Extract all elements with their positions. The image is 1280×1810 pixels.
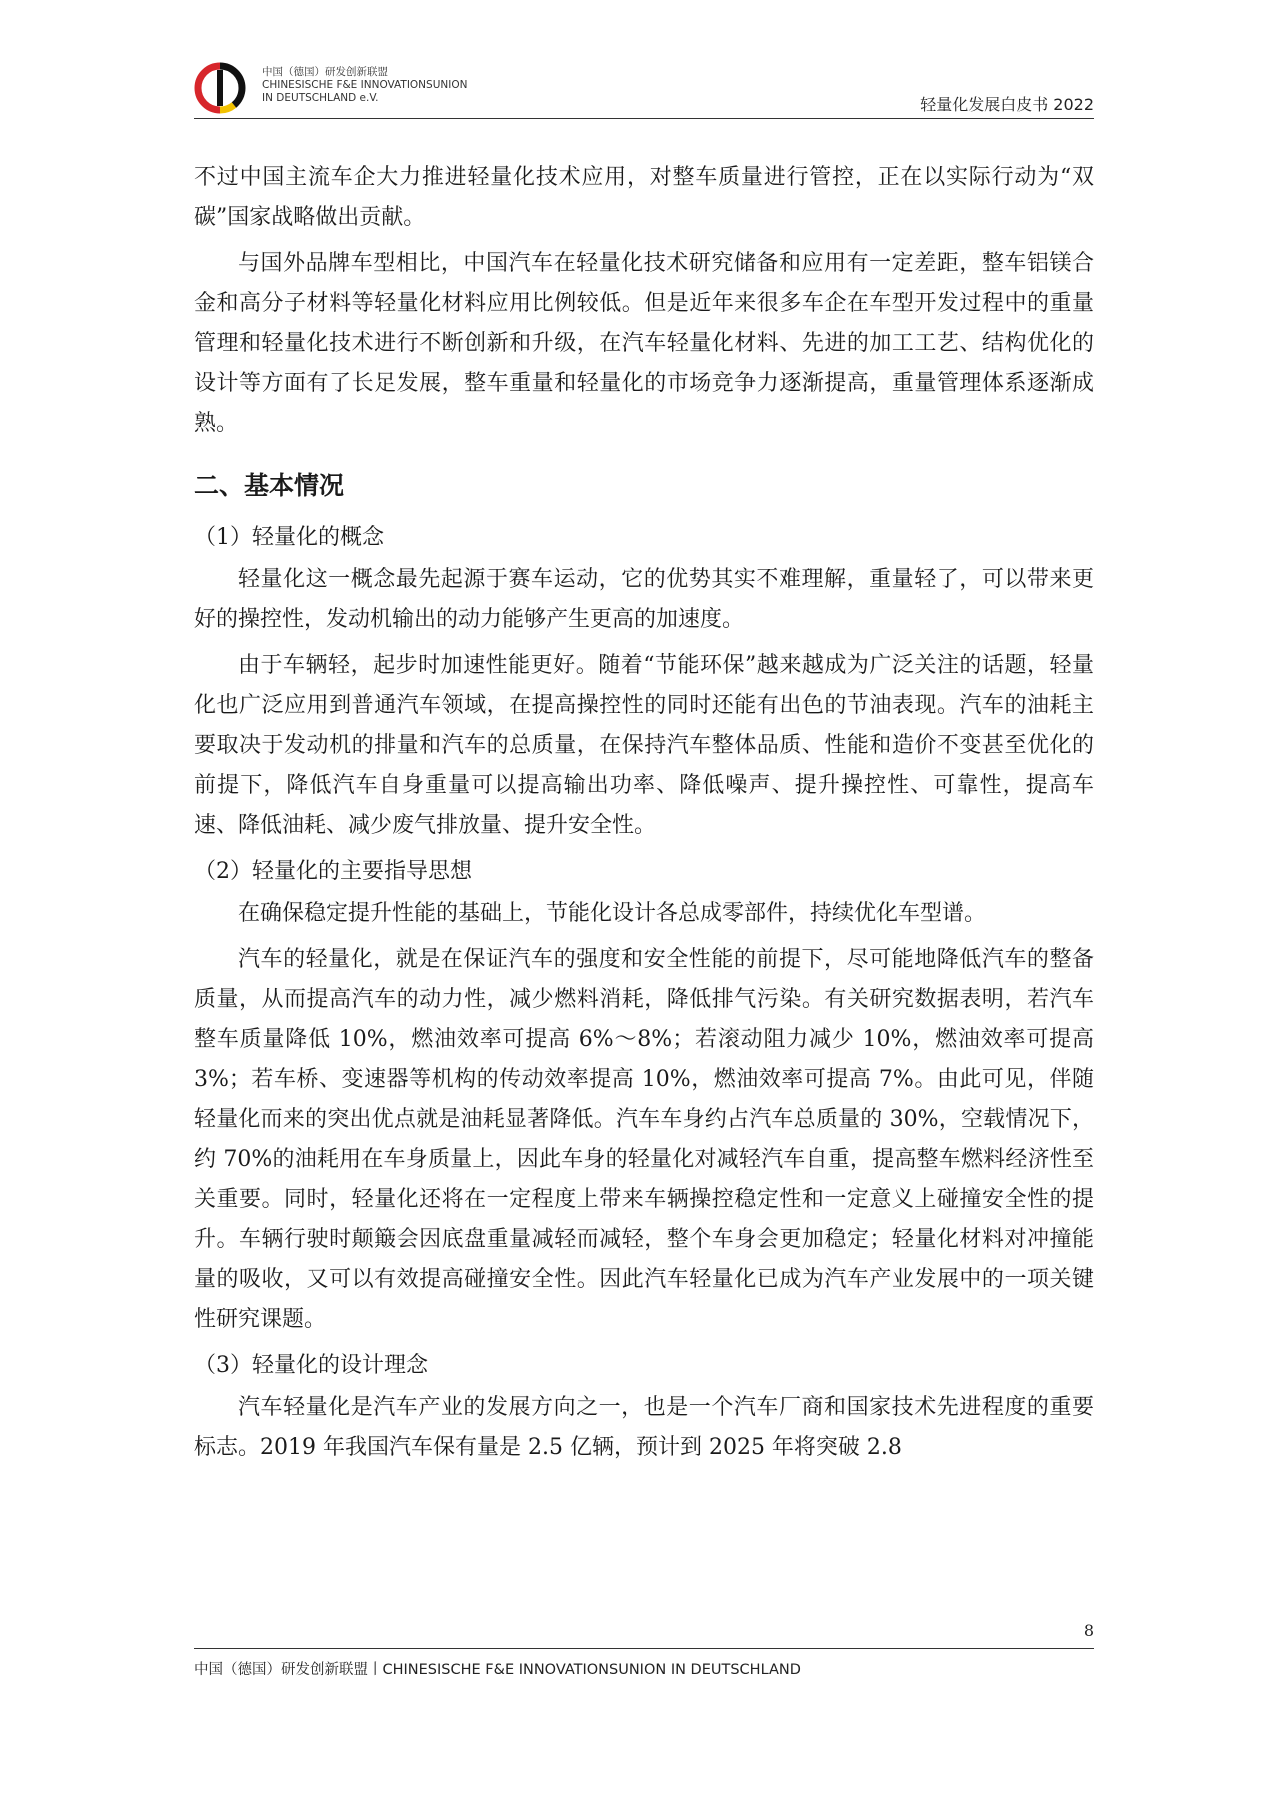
page-body	[194, 158, 1094, 1474]
page-footer: 中国（德国）研发创新联盟丨CHINESISCHE F&E INNOVATIONSUNION IN DEUTSCHLAND	[194, 1662, 801, 1678]
logo-line-cn: 中国（德国）研发创新联盟	[262, 66, 388, 78]
logo-line-de2: IN DEUTSCHLAND e.V.	[262, 92, 379, 104]
paragraph: 轻量化这一概念最先起源于赛车运动，它的优势其实不难理解，重量轻了，可以带来更好的操控性，发动机输出的动力能够产生更高的加速度。	[194, 567, 1094, 632]
subheading: （1）轻量化的概念	[194, 525, 384, 550]
page-header	[194, 54, 1094, 120]
paragraph: 汽车轻量化是汽车产业的发展方向之一，也是一个汽车厂商和国家技术先进程度的重要标志。2019 年我国汽车保有量是 2.5 亿辆，预计到 2025 年将突破 2.8	[194, 1395, 1094, 1460]
section-heading: 二、基本情况	[194, 471, 345, 500]
document-title: 轻量化发展白皮书 2022	[920, 95, 1094, 114]
header-divider	[194, 118, 1094, 119]
paragraph: 与国外品牌车型相比，中国汽车在轻量化技术研究储备和应用有一定差距，整车铝镁合金和高分子材料等轻量化材料应用比例较低。但是近年来很多车企在车型开发过程中的重量管理和轻量化技术进行不断创新和升级，在汽车轻量化材料、先进的加工工艺、结构优化的设计等方面有了长足发展，整车重量和轻量化的市场竞争力逐渐提高，重量管理体系逐渐成熟。	[194, 251, 1094, 436]
footer-divider	[194, 1648, 1094, 1649]
logo-text	[262, 66, 467, 105]
paragraph: 由于车辆轻，起步时加速性能更好。随着“节能环保”越来越成为广泛关注的话题，轻量化也广泛应用到普通汽车领域，在提高操控性的同时还能有出色的节油表现。汽车的油耗主要取决于发动机的排量和汽车的总质量，在保持汽车整体品质、性能和造价不变甚至优化的前提下，降低汽车自身重量可以提高输出功率、降低噪声、提升操控性、可靠性，提高车速、降低油耗、减少废气排放量、提升安全性。	[194, 653, 1094, 838]
union-logo-icon	[194, 62, 250, 114]
paragraph: 在确保稳定提升性能的基础上，节能化设计各总成零部件，持续优化车型谱。	[238, 901, 987, 926]
paragraph: 不过中国主流车企大力推进轻量化技术应用，对整车质量进行管控，正在以实际行动为“双碳”国家战略做出贡献。	[194, 165, 1094, 230]
subheading: （3）轻量化的设计理念	[194, 1353, 428, 1378]
page-number: 8	[1083, 1621, 1094, 1640]
paragraph: 汽车的轻量化，就是在保证汽车的强度和安全性能的前提下，尽可能地降低汽车的整备质量，从而提高汽车的动力性，减少燃料消耗，降低排气污染。有关研究数据表明，若汽车整车质量降低 10%，燃油效率可提高 6%～8%；若滚动阻力减少 10%，燃油效率可提高 3%；若车桥、变速器等机构的传动效率提高 10%，燃油效率可提高 7%。由此可见，伴随轻量化而来的突出优点就是油耗显著降低。汽车车身约占汽车总质量的 30%，空载情况下，约 70%的油耗用在车身质量上，因此车身的轻量化对减轻汽车自重，提高整车燃料经济性至关重要。同时，轻量化还将在一定程度上带来车辆操控稳定性和一定意义上碰撞安全性的提升。车辆行驶时颠簸会因底盘重量减轻而减轻，整个车身会更加稳定；轻量化材料对冲撞能量的吸收，又可以有效提高碰撞安全性。因此汽车轻量化已成为汽车产业发展中的一项关键性研究课题。	[194, 947, 1094, 1332]
logo-line-de: CHINESISCHE F&E INNOVATIONSUNION	[262, 79, 468, 91]
subheading: （2）轻量化的主要指导思想	[194, 859, 472, 884]
